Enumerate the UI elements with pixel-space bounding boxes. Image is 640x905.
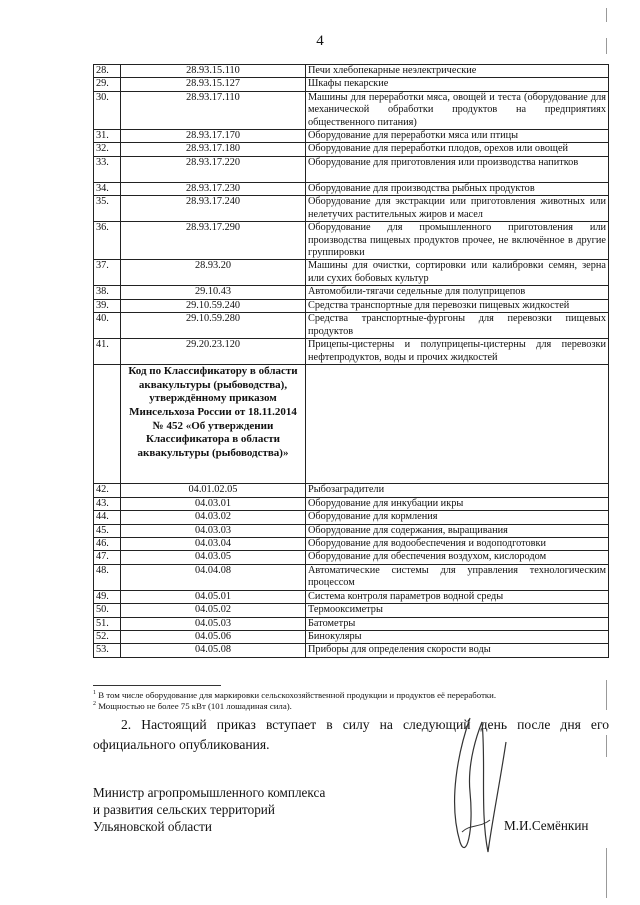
row-description: Рыбозаградители bbox=[306, 484, 609, 497]
row-description: Шкафы пекарские bbox=[306, 78, 609, 91]
table-row bbox=[94, 590, 609, 603]
row-description: Бинокуляры bbox=[306, 630, 609, 643]
table-row bbox=[94, 511, 609, 524]
row-number: 40. bbox=[94, 313, 121, 339]
row-code: 04.01.02.05 bbox=[121, 484, 306, 497]
handwritten-signature bbox=[440, 712, 520, 862]
row-code: 28.93.17.180 bbox=[121, 143, 306, 156]
row-description: Прицепы-цистерны и полуприцепы-цистерны для перевозки нефтепродуктов, воды и прочих жидкостей bbox=[306, 339, 609, 365]
row-description: Оборудование для промышленного приготовления или производства пищевых продуктов прочее, не включённое в другие группировки bbox=[306, 222, 609, 260]
row-description: Оборудование для водообеспечения и водоподготовки bbox=[306, 537, 609, 550]
row-code: 29.10.43 bbox=[121, 286, 306, 299]
row-code: 28.93.15.110 bbox=[121, 65, 306, 78]
row-description: Машины для очистки, сортировки или калибровки семян, зерна или сухих бобовых культур bbox=[306, 260, 609, 286]
table-row bbox=[94, 65, 609, 78]
row-code: 04.03.04 bbox=[121, 537, 306, 550]
row-description: Приборы для определения скорости воды bbox=[306, 644, 609, 657]
table-row bbox=[94, 91, 609, 129]
row-description: Система контроля параметров водной среды bbox=[306, 590, 609, 603]
page-edge-mark bbox=[606, 8, 607, 22]
row-description: Автомобили-тягачи седельные для полуприцепов bbox=[306, 286, 609, 299]
row-code: 04.03.02 bbox=[121, 511, 306, 524]
row-code: 28.93.17.220 bbox=[121, 156, 306, 182]
row-code: 04.05.01 bbox=[121, 590, 306, 603]
row-description: Батометры bbox=[306, 617, 609, 630]
table-row bbox=[94, 260, 609, 286]
row-number: 30. bbox=[94, 91, 121, 129]
row-number: 47. bbox=[94, 551, 121, 564]
effective-date-paragraph: 2. Настоящий приказ вступает в силу на следующий день после дня его официального опубликования. bbox=[93, 717, 609, 752]
row-code: 04.05.08 bbox=[121, 644, 306, 657]
row-number: 32. bbox=[94, 143, 121, 156]
row-code: 04.05.06 bbox=[121, 630, 306, 643]
row-code: 28.93.17.110 bbox=[121, 91, 306, 129]
row-description: Машины для переработки мяса, овощей и теста (оборудование для механической обработки продуктов на предприятиях общественного питания) bbox=[306, 91, 609, 129]
row-number: 36. bbox=[94, 222, 121, 260]
table-row bbox=[94, 78, 609, 91]
row-code: 28.93.17.240 bbox=[121, 196, 306, 222]
row-code: 04.05.02 bbox=[121, 604, 306, 617]
row-description: Средства транспортные для перевозки пищевых жидкостей bbox=[306, 299, 609, 312]
page-edge-mark bbox=[606, 848, 607, 898]
table-row bbox=[94, 551, 609, 564]
section-header-row bbox=[94, 365, 609, 484]
table-row bbox=[94, 182, 609, 195]
row-code: 04.03.03 bbox=[121, 524, 306, 537]
row-number: 48. bbox=[94, 564, 121, 590]
footnote-2: $^2$ Мощностью не более 75 кВт (101 лошадиная сила). bbox=[93, 700, 292, 711]
row-code: 29.10.59.280 bbox=[121, 313, 306, 339]
row-code: 04.04.08 bbox=[121, 564, 306, 590]
row-code: 28.93.17.230 bbox=[121, 182, 306, 195]
table-row bbox=[94, 497, 609, 510]
row-number: 37. bbox=[94, 260, 121, 286]
row-description: Оборудование для производства рыбных продуктов bbox=[306, 182, 609, 195]
signatory-title: Министр агропромышленного комплекса и развития сельских территорий Ульяновской области bbox=[93, 785, 326, 834]
table-row bbox=[94, 630, 609, 643]
page-edge-mark bbox=[606, 38, 607, 54]
row-number: 29. bbox=[94, 78, 121, 91]
row-code: 28.93.17.290 bbox=[121, 222, 306, 260]
row-number: 49. bbox=[94, 590, 121, 603]
row-number: 34. bbox=[94, 182, 121, 195]
row-number: 44. bbox=[94, 511, 121, 524]
table-row bbox=[94, 143, 609, 156]
row-number: 51. bbox=[94, 617, 121, 630]
row-description: Средства транспортные-фургоны для перевозки пищевых продуктов bbox=[306, 313, 609, 339]
row-code: 28.93.15.127 bbox=[121, 78, 306, 91]
row-number: 38. bbox=[94, 286, 121, 299]
row-number: 52. bbox=[94, 630, 121, 643]
row-number: 43. bbox=[94, 497, 121, 510]
row-number: 31. bbox=[94, 130, 121, 143]
table-row bbox=[94, 286, 609, 299]
row-number: 50. bbox=[94, 604, 121, 617]
row-description: Оборудование для переработки плодов, орехов или овощей bbox=[306, 143, 609, 156]
table-row bbox=[94, 339, 609, 365]
row-number: 39. bbox=[94, 299, 121, 312]
row-number: 45. bbox=[94, 524, 121, 537]
row-number: 53. bbox=[94, 644, 121, 657]
row-description: Автоматические системы для управления технологическим процессом bbox=[306, 564, 609, 590]
table-row bbox=[94, 604, 609, 617]
row-number: 41. bbox=[94, 339, 121, 365]
row-code: 29.20.23.120 bbox=[121, 339, 306, 365]
table-row bbox=[94, 644, 609, 657]
row-description: Оборудование для инкубации икры bbox=[306, 497, 609, 510]
row-code: 04.03.01 bbox=[121, 497, 306, 510]
table-row bbox=[94, 564, 609, 590]
row-description: Термооксиметры bbox=[306, 604, 609, 617]
row-code: 28.93.17.170 bbox=[121, 130, 306, 143]
table-row bbox=[94, 484, 609, 497]
row-description: Печи хлебопекарные неэлектрические bbox=[306, 65, 609, 78]
table-row bbox=[94, 313, 609, 339]
footnote-separator bbox=[93, 685, 221, 686]
row-description: Оборудование для экстракции или приготовления животных или нелетучих растительных жиров и масел bbox=[306, 196, 609, 222]
table-row bbox=[94, 196, 609, 222]
row-code: 04.05.03 bbox=[121, 617, 306, 630]
row-number: 35. bbox=[94, 196, 121, 222]
section-header: Код по Классификатору в области аквакультуры (рыбоводства), утверждённому приказом Минсельхоза России от 18.11.2014 № 452 «Об утверждении Классификатора в области аквакультуры (рыбоводства)» bbox=[121, 365, 306, 484]
row-description: Оборудование для приготовления или производства напитков bbox=[306, 156, 609, 182]
table-row bbox=[94, 222, 609, 260]
equipment-table bbox=[93, 64, 609, 658]
row-code: 28.93.20 bbox=[121, 260, 306, 286]
row-number: 28. bbox=[94, 65, 121, 78]
page-number: 4 bbox=[316, 33, 324, 49]
table-row bbox=[94, 130, 609, 143]
table-row bbox=[94, 156, 609, 182]
footnote-1: $^1$ В том числе оборудование для маркировки сельскохозяйственной продукции и продуктов её переработки. bbox=[93, 689, 497, 700]
row-number: 42. bbox=[94, 484, 121, 497]
row-number: 33. bbox=[94, 156, 121, 182]
table-row bbox=[94, 299, 609, 312]
row-code: 29.10.59.240 bbox=[121, 299, 306, 312]
signatory-name: М.И.Семёнкин bbox=[504, 818, 589, 833]
row-description: Оборудование для обеспечения воздухом, кислородом bbox=[306, 551, 609, 564]
row-number: 46. bbox=[94, 537, 121, 550]
table-row bbox=[94, 617, 609, 630]
row-description: Оборудование для содержания, выращивания bbox=[306, 524, 609, 537]
row-description: Оборудование для кормления bbox=[306, 511, 609, 524]
row-description: Оборудование для переработки мяса или птицы bbox=[306, 130, 609, 143]
table-row bbox=[94, 524, 609, 537]
table-row bbox=[94, 537, 609, 550]
row-code: 04.03.05 bbox=[121, 551, 306, 564]
page-edge-mark bbox=[606, 680, 607, 710]
